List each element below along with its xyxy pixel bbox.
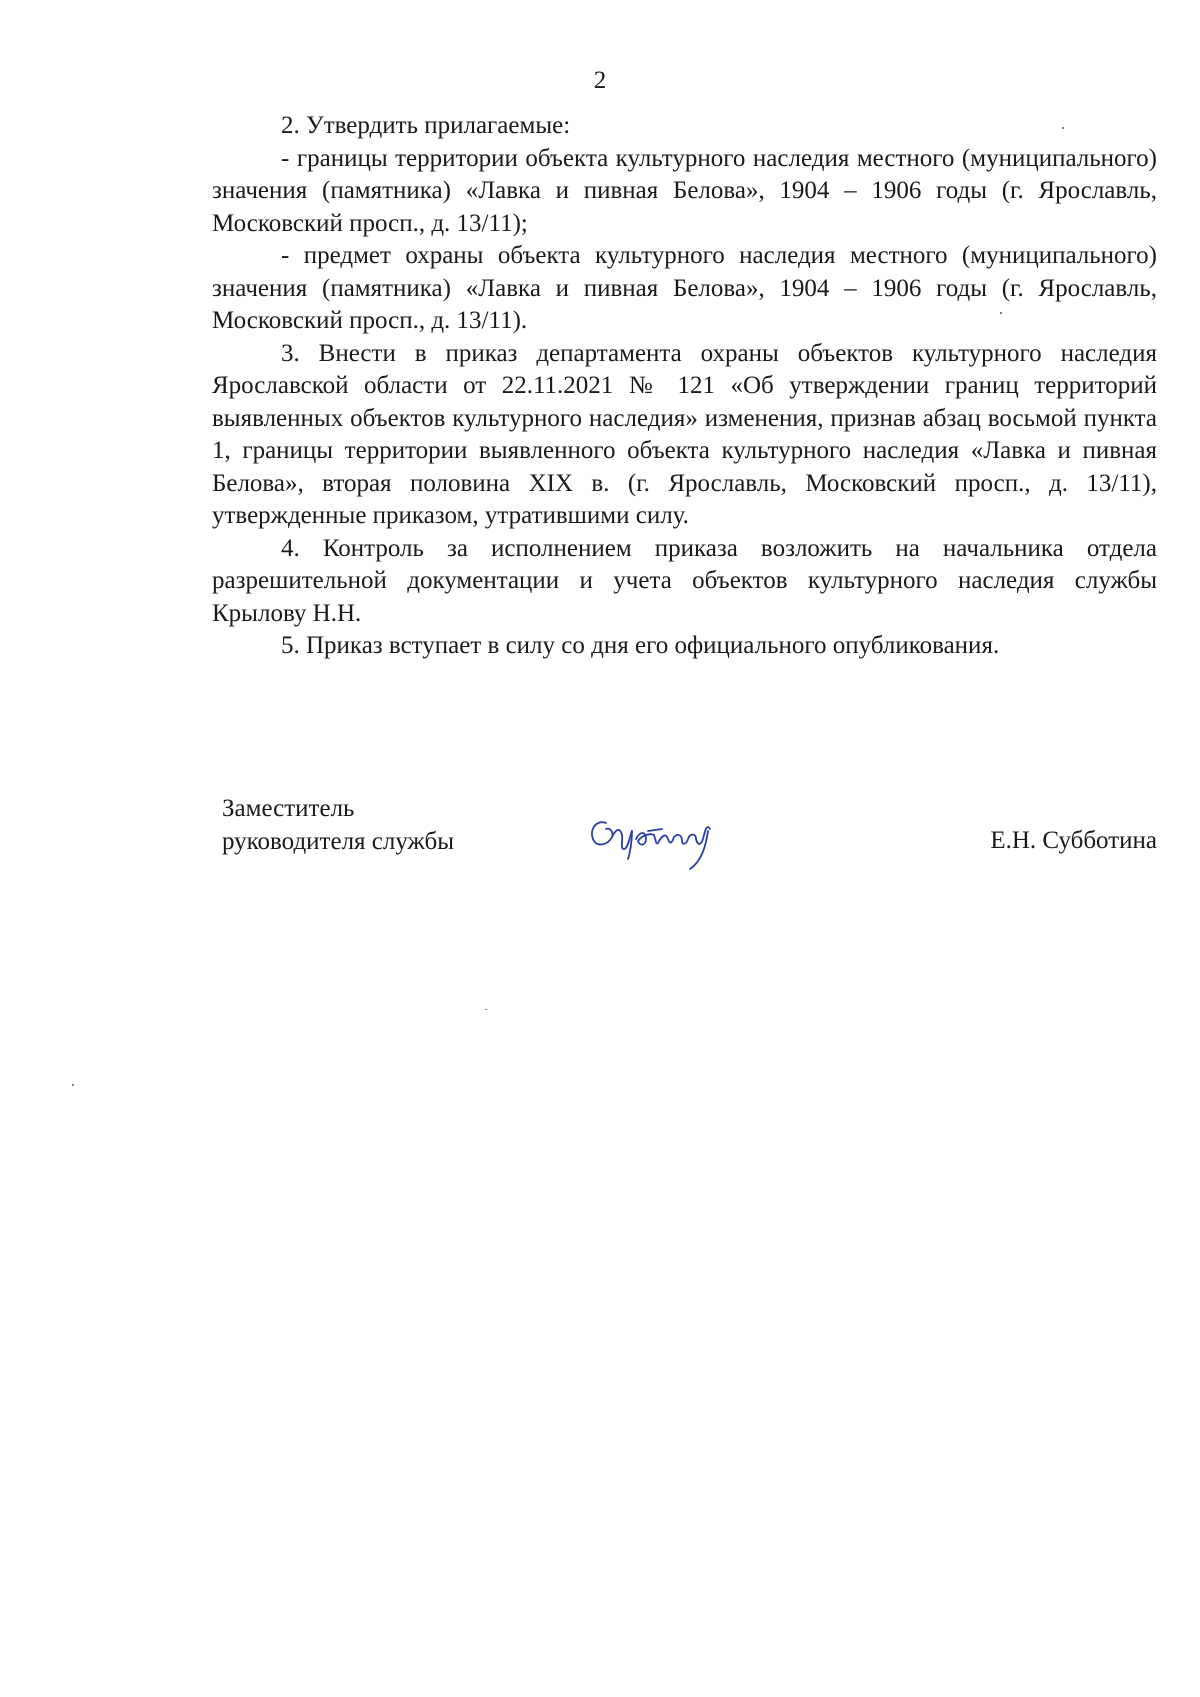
document-body <box>212 110 1157 663</box>
scan-speck <box>72 1084 74 1086</box>
signature-block <box>222 793 1157 903</box>
signatory-position <box>222 793 542 858</box>
scan-speck <box>485 1009 487 1010</box>
paragraph-item-3: 3. Внести в приказ департамента охраны объектов культурного наследия Ярославской области от 22.11.2021 № 121 «Об утверждении границ территорий выявленных объектов культурного наследия» изменения, признав абзац восьмой пункта 1, границы территории выявленного объекта культурного наследия «Лавка и пивная Белова», вторая половина XIX в. (г. Ярославль, Московский просп., д. 13/11), утвержденные приказом, утратившими силу. <box>212 339 1157 529</box>
paragraph-item-4: 4. Контроль за исполнением приказа возложить на начальника отдела разрешительной документации и учета объектов культурного наследия службы Крылову Н.Н. <box>212 534 1157 627</box>
paragraph-item-5: 5. Приказ вступает в силу со дня его официального опубликования. <box>281 632 1000 659</box>
signatory-name: Е.Н. Субботина <box>990 827 1157 854</box>
page-number: 2 <box>593 67 607 94</box>
handwritten-signature <box>584 805 734 885</box>
paragraph-item-2: 2. Утвердить прилагаемые: <box>281 112 571 139</box>
paragraph-item-2-protection-subject: - предмет охраны объекта культурного наследия местного (муниципального) значения (памятника) «Лавка и пивная Белова», 1904 – 1906 годы (г. Ярославль, Московский просп., д. 13/11). <box>212 242 1157 334</box>
paragraph-item-2-boundaries: - границы территории объекта культурного наследия местного (муниципального) значения (памятника) «Лавка и пивная Белова», 1904 – 1906 годы (г. Ярославль, Московский просп., д. 13/11); <box>212 144 1157 237</box>
signatory-position-line-1: Заместитель <box>222 795 355 822</box>
signatory-position-line-2: руководителя службы <box>222 827 455 855</box>
scan-speck <box>1062 127 1064 129</box>
scan-speck <box>1000 312 1002 314</box>
